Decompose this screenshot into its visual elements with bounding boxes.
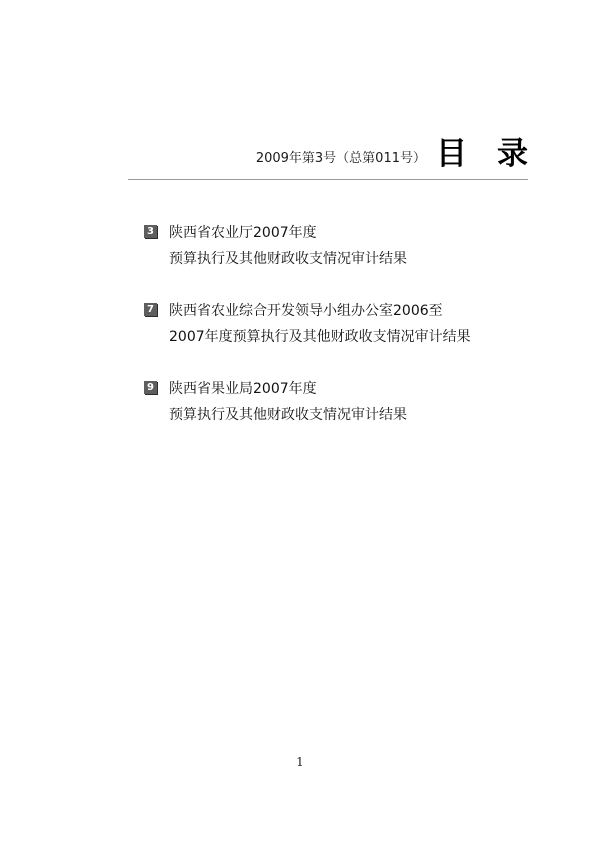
toc-entry-title — [169, 220, 407, 272]
page-number-badge: 3 — [144, 225, 157, 238]
toc-entry[interactable] — [144, 220, 544, 272]
toc-entry-line: 2007年度预算执行及其他财政收支情况审计结果 — [169, 329, 471, 345]
page-number: 1 — [296, 755, 304, 769]
toc-entry-line: 陕西省农业厅2007年度 — [169, 225, 317, 241]
toc-entry-line: 陕西省农业综合开发领导小组办公室2006至 — [169, 303, 443, 319]
toc-list — [144, 220, 544, 454]
toc-entry[interactable] — [144, 376, 544, 428]
toc-entry-title — [169, 376, 407, 428]
toc-entry-line: 预算执行及其他财政收支情况审计结果 — [169, 251, 407, 267]
toc-title: 目录 — [436, 136, 558, 172]
toc-header — [255, 136, 558, 172]
issue-line: 2009年第3号（总第011号） — [255, 151, 426, 166]
toc-entry[interactable] — [144, 298, 544, 350]
toc-entry-line: 预算执行及其他财政收支情况审计结果 — [169, 407, 407, 423]
page-number-badge: 9 — [144, 381, 157, 394]
page-number-badge: 7 — [144, 303, 157, 316]
header-divider — [128, 179, 528, 180]
toc-entry-title — [169, 298, 471, 350]
toc-entry-line: 陕西省果业局2007年度 — [169, 381, 317, 397]
